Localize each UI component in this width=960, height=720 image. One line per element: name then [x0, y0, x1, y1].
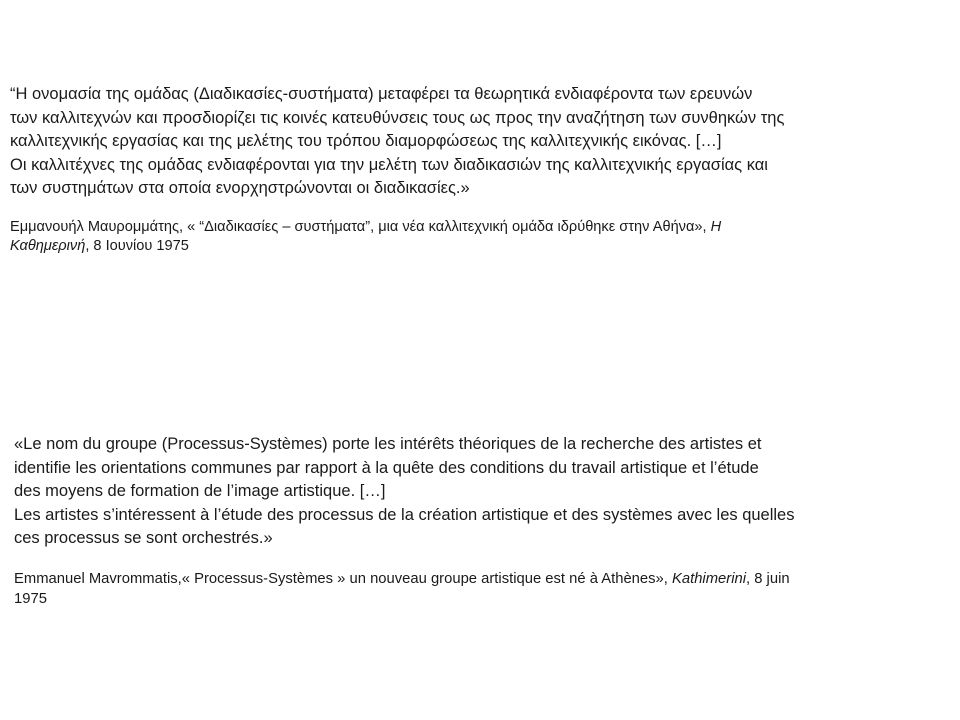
greek-citation-date: , 8 Ιουνίου 1975 — [85, 237, 189, 254]
french-citation-line-2: 1975 — [14, 590, 47, 607]
greek-quote-line: των συστημάτων στα οποία ενορχηστρώνονται οι διαδικασίες.» — [10, 179, 470, 197]
french-quote-line: «Le nom du groupe (Processus-Systèmes) porte les intérêts théoriques de la recherche des artistes et — [14, 435, 762, 453]
french-citation-source: Kathimerini — [671, 570, 746, 587]
greek-citation-source: Καθημερινή — [10, 237, 86, 254]
greek-quote-block — [10, 83, 945, 256]
greek-citation-line-2 — [10, 237, 945, 256]
greek-quote-line: καλλιτεχνικής εργασίας και της μελέτης του τρόπου διαμορφώσεως της καλλιτεχνικής εικόνας. […] — [10, 132, 722, 150]
greek-quote-line: “Η ονομασία της ομάδας (Διαδικασίες-συστήματα) μεταφέρει τα θεωρητικά ενδιαφέροντα των ερευνών — [10, 85, 753, 103]
french-citation — [14, 569, 934, 609]
french-quote-line: Les artistes s’intéressent à l’étude des processus de la création artistique et des systèmes avec les quelles — [14, 505, 795, 524]
french-quote-line: des moyens de formation de l’image artistique. […] — [14, 482, 386, 500]
french-citation-line-1 — [14, 569, 934, 589]
french-quote-line: ces processus se sont orchestrés.» — [14, 529, 273, 547]
greek-quote-line: των καλλιτεχνών και προσδιορίζει τις κοινές κατευθύνσεις τους ως προς την αναζήτηση των συνθηκών της — [10, 108, 785, 127]
french-quote-block — [14, 433, 934, 609]
greek-citation-text: Εμμανουήλ Μαυρομμάτης, « “Διαδικασίες – συστήματα”, μια νέα καλλιτεχνική ομάδα ιδρύθηκε στην Αθήνα», — [10, 218, 711, 235]
french-citation-text: Emmanuel Mavrommatis,« Processus-Systèmes » un nouveau groupe artistique est né à Athènes», — [14, 570, 672, 587]
french-quote-line: identifie les orientations communes par rapport à la quête des conditions du travail artistique et l’étude — [14, 458, 759, 477]
french-quote — [14, 433, 934, 551]
greek-quote-line: Οι καλλιτέχνες της ομάδας ενδιαφέρονται για την μελέτη των διαδικασιών της καλλιτεχνικής εργασίας και — [10, 155, 768, 174]
french-citation-date: , 8 juin — [746, 570, 790, 587]
greek-quote — [10, 83, 945, 201]
greek-citation-source-start: Η — [710, 218, 722, 235]
greek-citation-line-1 — [10, 218, 945, 237]
greek-citation — [10, 218, 945, 256]
